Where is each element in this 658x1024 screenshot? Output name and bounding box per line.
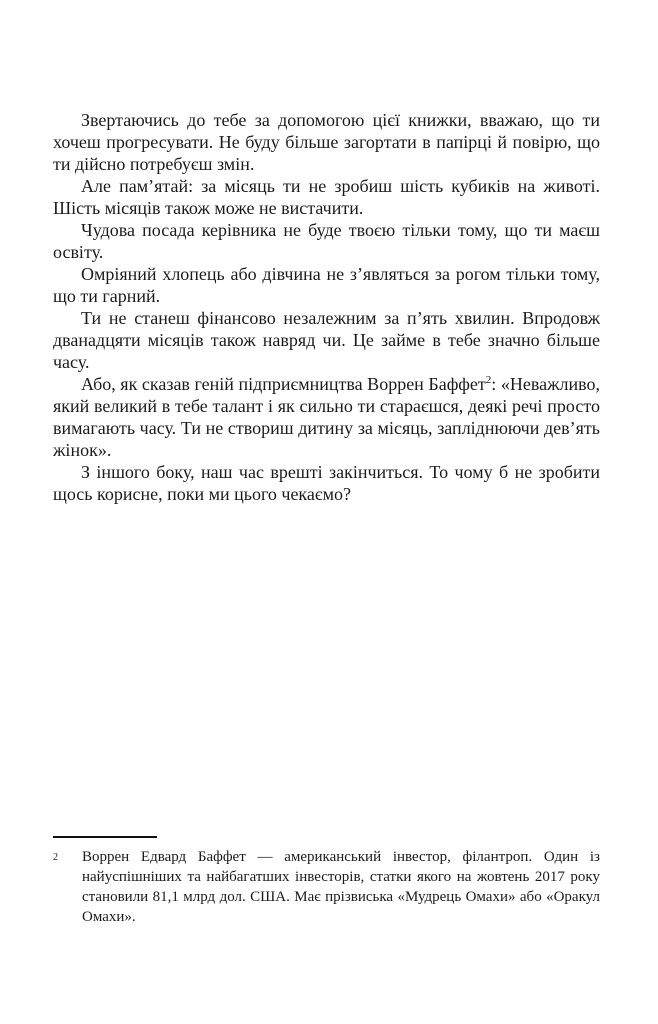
- paragraph: Звертаючись до тебе за допомогою цієї книжки, вважаю, що ти хочеш прогресувати. Не буду більше загортати в папірці й повірю, що ти дійсно потребуєш змін.: [53, 110, 600, 174]
- paragraph: Омріяний хлопець або дівчина не з’являться за рогом тільки тому, що ти гарний.: [53, 264, 600, 306]
- footnote-marker: 2: [53, 852, 58, 863]
- footnote-divider: [53, 836, 157, 838]
- footnote-reference: 2: [485, 374, 492, 386]
- paragraph: Ти не станеш фінансово незалежним за п’ять хвилин. Впродовж дванадцяти місяців також навряд чи. Це займе в тебе значно більше часу.: [53, 308, 600, 372]
- paragraph: Чудова посада керівника не буде твоєю тільки тому, що ти маєш освіту.: [53, 220, 600, 262]
- paragraph-with-footnote-reference: [53, 373, 600, 461]
- footnote-text: Воррен Едвард Баффет — американський інвестор, філантроп. Один із найуспішніших та найбагатших інвесторів, статки якого на жовтень 2017 року становили 81,1 млрд дол. США. Має прізвиська «Мудрець Омахи» або «Оракул Омахи».: [82, 849, 600, 925]
- paragraph-text: Або, як сказав геній підприємництва Воррен Баффет: [81, 374, 486, 394]
- paragraph: Але пам’ятай: за місяць ти не зробиш шість кубиків на животі. Шість місяців також може не вистачити.: [53, 176, 600, 218]
- paragraph: З іншого боку, наш час врешті закінчиться. То чому б не зробити щось корисне, поки ми цього чекаємо?: [53, 462, 600, 504]
- footnote-block: [53, 836, 600, 927]
- body-text: [53, 109, 600, 505]
- footnote: [53, 847, 600, 927]
- paragraph-text: : «Неважливо, який великий в тебе талант і як сильно ти стараєшся, деякі речі просто вимагають часу. Ти не створиш дитину за місяць, запліднюючи дев’ять жінок».: [53, 374, 601, 460]
